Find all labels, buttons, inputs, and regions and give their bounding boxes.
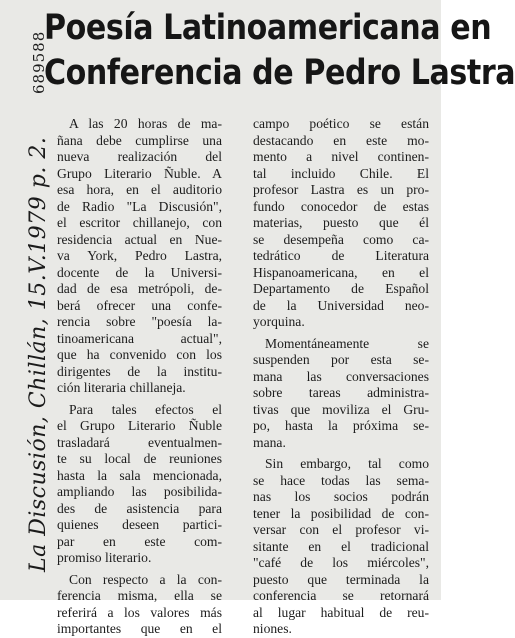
article-line: Con respecto a la con- xyxy=(69,571,222,587)
article-line: tener la posibilidad de con- xyxy=(253,505,429,521)
article-line: tal incluido Chile. El xyxy=(253,165,429,181)
article-line: referirá a los valores más xyxy=(57,604,222,620)
article-line: rencia sobre "poesía la- xyxy=(57,314,222,329)
article-line: de Radio "La Discusión", xyxy=(57,198,222,214)
article-line: des de asistencia para xyxy=(57,500,222,516)
article-line: "café de los miércoles", xyxy=(253,555,429,570)
article-line: tivas que moviliza el Gru- xyxy=(253,401,429,417)
article-line: el Grupo Literario Ñuble xyxy=(57,418,222,433)
article-line: mana. xyxy=(253,434,286,450)
article-line: sitante en el tradicional xyxy=(253,538,429,554)
article-line: docente de la Universi- xyxy=(57,264,222,280)
article-line: trasladará eventualmen- xyxy=(57,434,222,450)
article-line: esa hora, en el auditorio xyxy=(57,182,222,197)
article-line: ñana debe cumplirse una xyxy=(57,132,222,148)
article-line: tedrático de Literatura xyxy=(253,248,429,263)
headline xyxy=(44,6,515,95)
article-line: mana las conversaciones xyxy=(253,368,429,384)
article-line: Grupo Literario Ñuble. A xyxy=(57,165,222,181)
article-line: fundo conocedor de estas xyxy=(253,198,429,214)
article-line: al lugar habitual de reu- xyxy=(253,604,429,620)
handwritten-source-note xyxy=(26,30,51,572)
article-line: que ha convenido con los xyxy=(57,347,222,362)
article-line: suspenden por esta se- xyxy=(253,352,429,367)
article-line: materias, puesto que él xyxy=(253,215,429,230)
article-line: ción literaria chillaneja. xyxy=(57,380,186,395)
article-line: niones. xyxy=(253,621,292,636)
article-line: va York, Pedro Lastra, xyxy=(57,248,222,263)
article-line: berá ofrecer una confe- xyxy=(57,297,222,313)
article-line: te su local de reuniones xyxy=(57,451,222,466)
article-line: quienes deseen partici- xyxy=(57,517,222,532)
article-line: sobre tareas administra- xyxy=(253,385,429,400)
article-line: Momentáneamente se xyxy=(265,335,429,351)
handwritten-source-text: La Discusión, Chillán, 15.V.1979 p. 2. xyxy=(26,136,51,572)
article-line: ferencia misma, ella se xyxy=(57,588,222,603)
article-line: Departamento de Español xyxy=(253,281,429,296)
article-line: dad de esa metrópoli, de- xyxy=(57,281,222,296)
article-line: se hace todas las sema- xyxy=(253,472,429,488)
article-line: campo poético se están xyxy=(253,116,429,131)
article-line: nueva realización del xyxy=(57,149,222,164)
article-line: importantes que en el xyxy=(57,621,222,636)
article-column-2 xyxy=(253,116,429,638)
article-line: hasta la sala mencionada, xyxy=(57,467,222,483)
archive-code: 689588 xyxy=(30,30,48,94)
article-line: nas los socios podrán xyxy=(253,489,429,504)
article-line: el escritor chillanejo, con xyxy=(57,215,222,230)
article-line: se desempeña como ca- xyxy=(253,231,429,247)
headline-line-2: Conferencia de Pedro Lastra xyxy=(44,53,515,93)
article-line: tinoamericana actual", xyxy=(57,330,222,346)
article-line: versar con el profesor vi- xyxy=(253,522,429,537)
article-line: destacando en este mo- xyxy=(253,132,429,148)
article-line: par en este com- xyxy=(57,533,222,549)
article-line: yorquina. xyxy=(253,314,305,329)
article-line: conferencia se retornará xyxy=(253,588,429,603)
article-line: mento a nivel continen- xyxy=(253,149,429,164)
article-line: de la Universidad neo- xyxy=(253,297,429,313)
article-line: puesto que terminada la xyxy=(253,571,429,587)
article-line: promiso literario. xyxy=(57,550,152,565)
article-line: A las 20 horas de ma- xyxy=(69,116,222,131)
article-line: Sin embargo, tal como xyxy=(265,456,429,471)
article-line: dirigentes de la institu- xyxy=(57,363,222,379)
article-line: Hispanoamericana, en el xyxy=(253,264,429,280)
headline-line-1: Poesía Latinoamericana en xyxy=(44,8,492,48)
article-line: Para tales efectos el xyxy=(69,401,222,417)
article-line: ampliando las posibilida- xyxy=(57,484,222,499)
article-column-1 xyxy=(57,116,222,638)
article-line: po, hasta la próxima se- xyxy=(253,418,429,433)
article-line: residencia actual en Nue- xyxy=(57,231,222,247)
article-line: profesor Lastra es un pro- xyxy=(253,182,429,197)
